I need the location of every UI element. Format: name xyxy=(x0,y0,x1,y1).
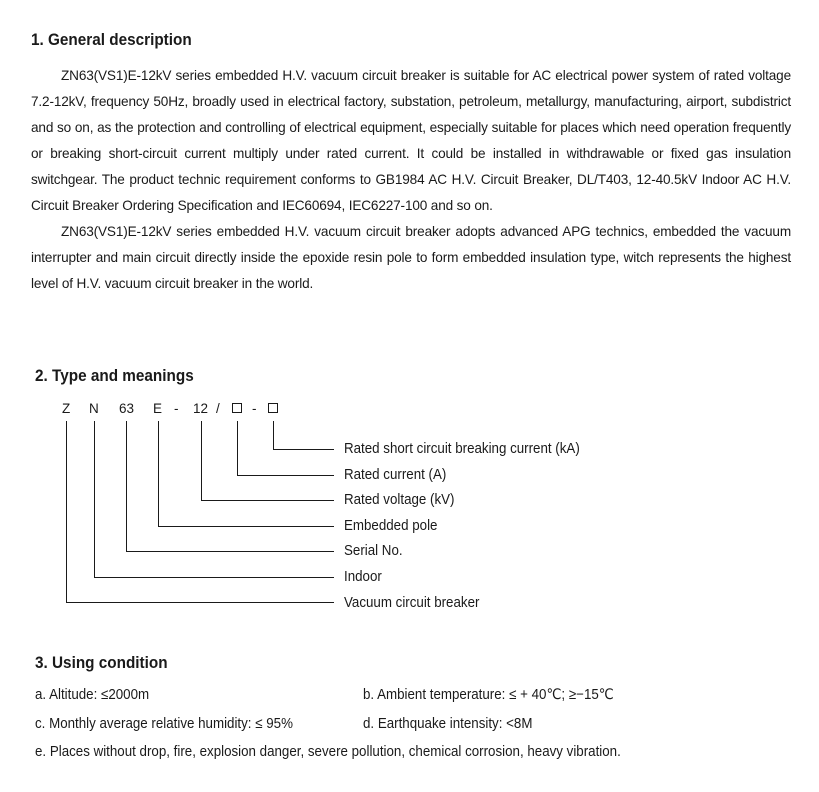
condition-humidity: c. Monthly average relative humidity: ≤ 95% xyxy=(35,716,293,732)
condition-ambient-temperature: b. Ambient temperature: ≤ + 40℃; ≥−15℃ xyxy=(363,687,614,703)
section-3-heading: 3. Using condition xyxy=(35,653,168,672)
general-description-paragraph-2: ZN63(VS1)E-12kV series embedded H.V. vacuum circuit breaker adopts advanced APG technics, embedded the vacuum interrupter and main circuit directly inside the epoxide resin pole to form embedded insulation type, witch represents the highest level of H.V. vacuum circuit breaker in the world. xyxy=(31,224,791,291)
code-slash: / xyxy=(216,401,220,416)
meaning-vacuum-breaker: Vacuum circuit breaker xyxy=(344,595,480,611)
condition-places: e. Places without drop, fire, explosion danger, severe pollution, chemical corrosion, heavy vibration. xyxy=(35,744,621,760)
meaning-rated-voltage: Rated voltage (kV) xyxy=(344,492,455,508)
code-dash-2: - xyxy=(252,401,257,416)
condition-altitude: a. Altitude: ≤2000m xyxy=(35,687,150,703)
code-e: E xyxy=(153,401,163,416)
connector-serial-no xyxy=(127,421,335,552)
section-1-heading: 1. General description xyxy=(31,30,192,49)
connector-vacuum-breaker xyxy=(67,421,335,603)
connector-indoor xyxy=(95,421,335,578)
section-2-heading: 2. Type and meanings xyxy=(35,366,194,385)
meaning-serial-no: Serial No. xyxy=(344,543,403,559)
general-description-paragraph-1: ZN63(VS1)E-12kV series embedded H.V. vacuum circuit breaker is suitable for AC electrical power system of rated voltage 7.2-12kV, frequency 50Hz, broadly used in electrical factory, substation, petroleum, metallurgy, manufacturing, airport, subdistrict and so on, as the protection and controlling of electrical equipment, especially suitable for places which need operation frequently or breaking short-circuit current multiply under rated current. It could be installed in withdrawable or fixed gas insulation switchgear. The product technic requirement conforms to GB1984 AC H.V. Circuit Breaker, DL/T403, 12-40.5kV Indoor AC H.V. Circuit Breaker Ordering Specification and IEC60694, IEC6227-100 and so on. xyxy=(31,68,791,213)
code-n: N xyxy=(89,401,99,416)
code-voltage: 12 xyxy=(193,401,209,416)
meaning-indoor: Indoor xyxy=(344,569,382,585)
connector-breaking-current xyxy=(274,421,335,450)
connector-rated-current xyxy=(238,421,335,476)
meaning-embedded-pole: Embedded pole xyxy=(344,518,438,534)
code-dash-1: - xyxy=(174,401,179,416)
condition-earthquake: d. Earthquake intensity: <8M xyxy=(363,716,533,732)
meaning-breaking-current: Rated short circuit breaking current (kA) xyxy=(344,441,580,457)
code-z: Z xyxy=(62,401,71,416)
connector-rated-voltage xyxy=(202,421,335,501)
code-serial: 63 xyxy=(119,401,135,416)
connector-embedded-pole xyxy=(159,421,335,527)
meaning-rated-current: Rated current (A) xyxy=(344,467,447,483)
